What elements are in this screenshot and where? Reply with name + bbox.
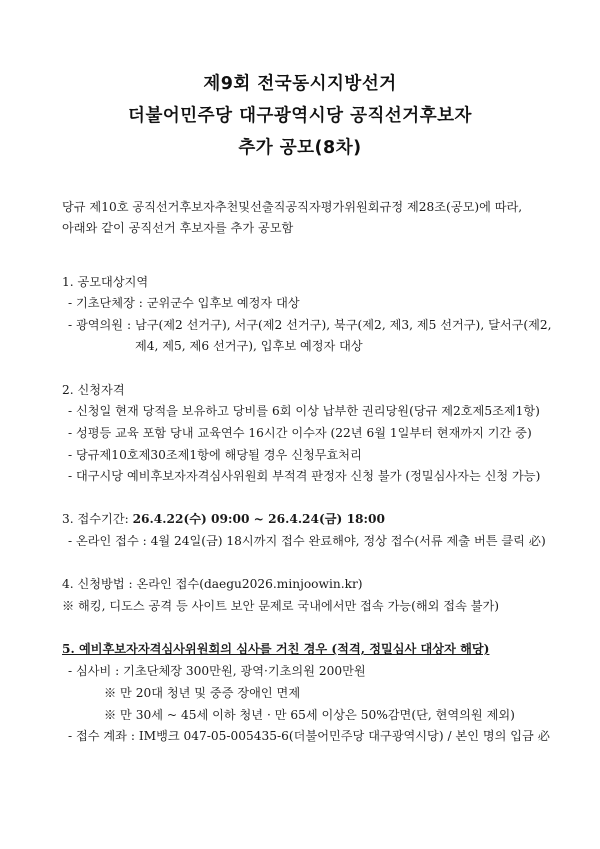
section-1-item-2: - 광역의원 : 남구(제2 선거구), 서구(제2 선거구), 북구(제2, 제3, 제5 선거구), 달서구(제2, (68, 318, 552, 332)
section-4-note: ※ 해킹, 디도스 공격 등 사이트 보안 문제로 국내에서만 접속 가능(해외 접속 불가) (62, 599, 500, 613)
title-line-1: 제9회 전국동시지방선거 (203, 74, 397, 94)
section-2-heading: 2. 신청자격 (62, 383, 125, 397)
section-1-item-1: - 기초단체장 : 군위군수 입후보 예정자 대상 (68, 296, 300, 310)
section-2-item-2: - 성평등 교육 포함 당내 교육연수 16시간 이수자 (22년 6월 1일부터 현재까지 기간 중) (68, 426, 532, 440)
section-2-item-1: - 신청일 현재 당적을 보유하고 당비를 6회 이상 납부한 권리당원(당규 제2호제5조제1항) (68, 404, 540, 418)
section-2-item-3: - 당규제10호제30조제1항에 해당될 경우 신청무효처리 (68, 448, 362, 462)
section-5-note-2: ※ 만 30세 ~ 45세 이하 청년 · 만 65세 이상은 50%감면(단, 현역의원 제외) (104, 708, 515, 722)
section-2-item-4: - 대구시당 예비후보자자격심사위원회 부적격 판정자 신청 불가 (정밀심사자는 신청 가능) (68, 469, 541, 483)
section-1-item-2-cont: 제4, 제5, 제6 선거구), 입후보 예정자 대상 (135, 339, 363, 353)
title-line-2: 더불어민주당 대구광역시당 공직선거후보자 (128, 106, 472, 126)
section-3-heading-label: 3. 접수기간: (62, 512, 133, 526)
section-3-period: 26.4.22(수) 09:00 ~ 26.4.24(금) 18:00 (132, 512, 385, 526)
title-line-3: 추가 공모(8차) (238, 138, 362, 158)
section-3-item-1: - 온라인 접수 : 4월 24일(금) 18시까지 접수 완료해야, 정상 접수(서류 제출 버튼 클릭 必) (68, 534, 546, 548)
section-5-item-1: - 심사비 : 기초단체장 300만원, 광역·기초의원 200만원 (68, 664, 366, 678)
section-5-item-2: - 접수 계좌 : IM뱅크 047-05-005435-6(더불어민주당 대구광역시당) / 본인 명의 입금 必 (68, 729, 550, 743)
section-5-note-1: ※ 만 20대 청년 및 중증 장애인 면제 (104, 686, 301, 700)
section-5-heading: 5. 예비후보자자격심사위원회의 심사를 거친 경우 (적격, 정밀심사 대상자 해당) (62, 642, 490, 656)
section-3-heading (62, 510, 385, 527)
intro-line-2: 아래와 같이 공직선거 후보자를 추가 공모함 (62, 221, 294, 235)
section-1-heading: 1. 공모대상지역 (62, 275, 149, 289)
section-4-heading: 4. 신청방법 : 온라인 접수(daegu2026.minjoowin.kr) (62, 577, 363, 591)
intro-line-1: 당규 제10호 공직선거후보자추천및선출직공직자평가위원회규정 제28조(공모)에 따라, (62, 200, 523, 214)
